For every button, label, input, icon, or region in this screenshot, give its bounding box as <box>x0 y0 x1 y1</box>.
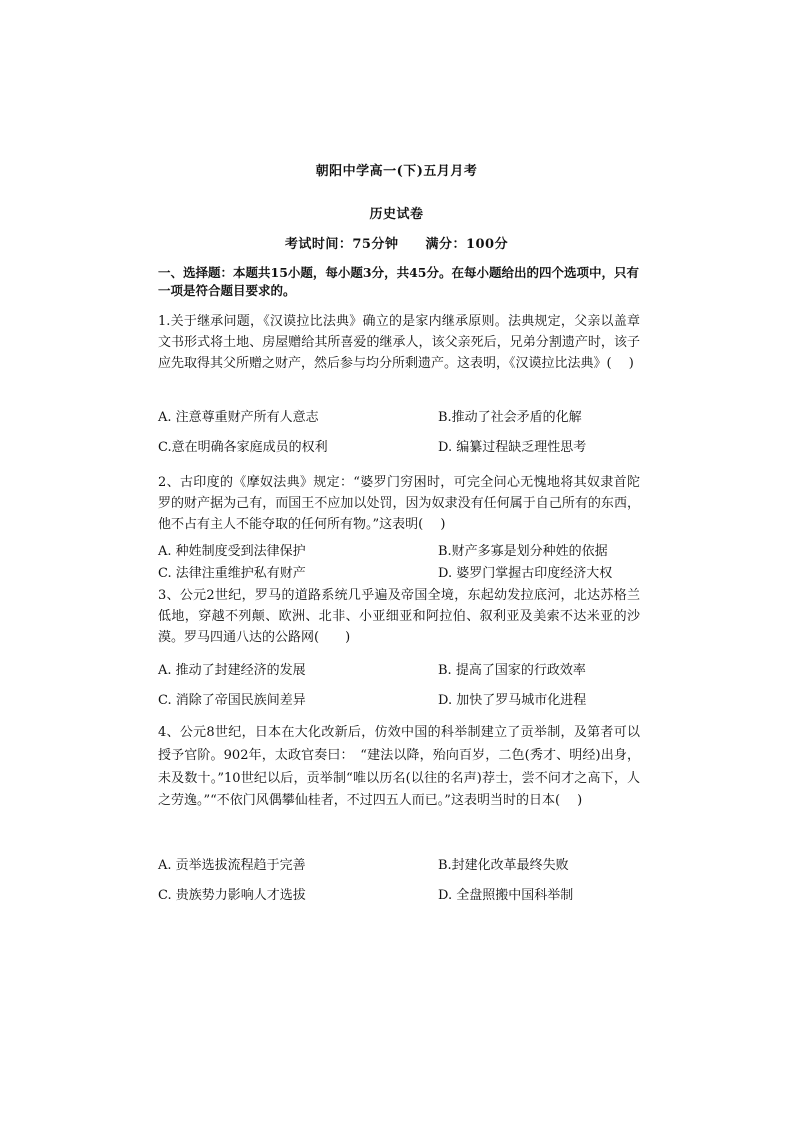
exam-time-score-info: 考试时间：75分钟 满分：100分 <box>284 237 509 252</box>
question-4-option-d: D. 全盘照搬中国科举制 <box>438 888 574 903</box>
question-4-option-a: A. 贡举选拔流程趋于完善 <box>158 858 306 873</box>
question-4-option-b: B.封建化改革最终失败 <box>438 858 569 873</box>
question-4-stem: 4、公元8世纪，日本在大化改新后，仿效中国的科举制建立了贡举制，及第者可以授予官阶。902年，太政官奏曰： “建法以降，殆向百岁，二色(秀才、明经)出身，未及数十。”10世纪以后，贡举制“唯以历名(以往的名声)荐士，尝不问才之高下，人之劳逸。”“不依门风偶攀仙桂者，不过四五人而已。”这表明当时的日本( ) <box>158 725 640 809</box>
question-2-stem: 2、古印度的《摩奴法典》规定：“婆罗门穷困时，可完全问心无愧地将其奴隶首陀罗的财产据为己有，而国王不应加以处罚，因为奴隶没有任何属于自己所有的东西，他不占有主人不能夺取的任何所有物。”这表明( ) <box>158 475 640 532</box>
question-1-option-d: D. 编纂过程缺乏理性思考 <box>438 440 587 455</box>
question-2-option-b: B.财产多寡是划分种姓的依据 <box>438 544 608 559</box>
question-1-option-a: A. 注意尊重财产所有人意志 <box>158 410 319 425</box>
question-3-option-b: B. 提高了国家的行政效率 <box>438 663 586 678</box>
section-instructions: 一、选择题：本题共15小题，每小题3分，共45分。在每小题给出的四个选项中，只有一项是符合题目要求的。 <box>158 265 639 298</box>
question-1-option-c: C.意在明确各家庭成员的权利 <box>158 440 328 455</box>
question-2-option-a: A. 种姓制度受到法律保护 <box>158 544 306 559</box>
question-1-stem: 1.关于继承问题，《汉谟拉比法典》确立的是家内继承原则。法典规定，父亲以盖章文书形式将土地、房屋赠给其所喜爱的继承人，该父亲死后，兄弟分割遗产时，该子应先取得其父所赠之财产，然后参与均分所剩遗产。这表明，《汉谟拉比法典》( ) <box>158 314 640 371</box>
question-3-option-d: D. 加快了罗马城市化进程 <box>438 693 587 708</box>
subject-title: 历史试卷 <box>369 207 424 222</box>
question-2-option-d: D. 婆罗门掌握古印度经济大权 <box>438 566 613 581</box>
question-1-option-b: B.推动了社会矛盾的化解 <box>438 410 582 425</box>
school-exam-title: 朝阳中学高一(下)五月月考 <box>315 164 478 179</box>
question-3-stem: 3、公元2世纪，罗马的道路系统几乎遍及帝国全境，东起幼发拉底河，北达苏格兰低地，穿越不列颠、欧洲、北非、小亚细亚和阿拉伯、叙利亚及美索不达米亚的沙漠。罗马四通八达的公路网( ) <box>158 588 640 645</box>
question-3-option-a: A. 推动了封建经济的发展 <box>158 663 306 678</box>
question-2-option-c: C. 法律注重维护私有财产 <box>158 566 306 581</box>
question-3-option-c: C. 消除了帝国民族间差异 <box>158 693 306 708</box>
question-4-option-c: C. 贵族势力影响人才选拔 <box>158 888 306 903</box>
